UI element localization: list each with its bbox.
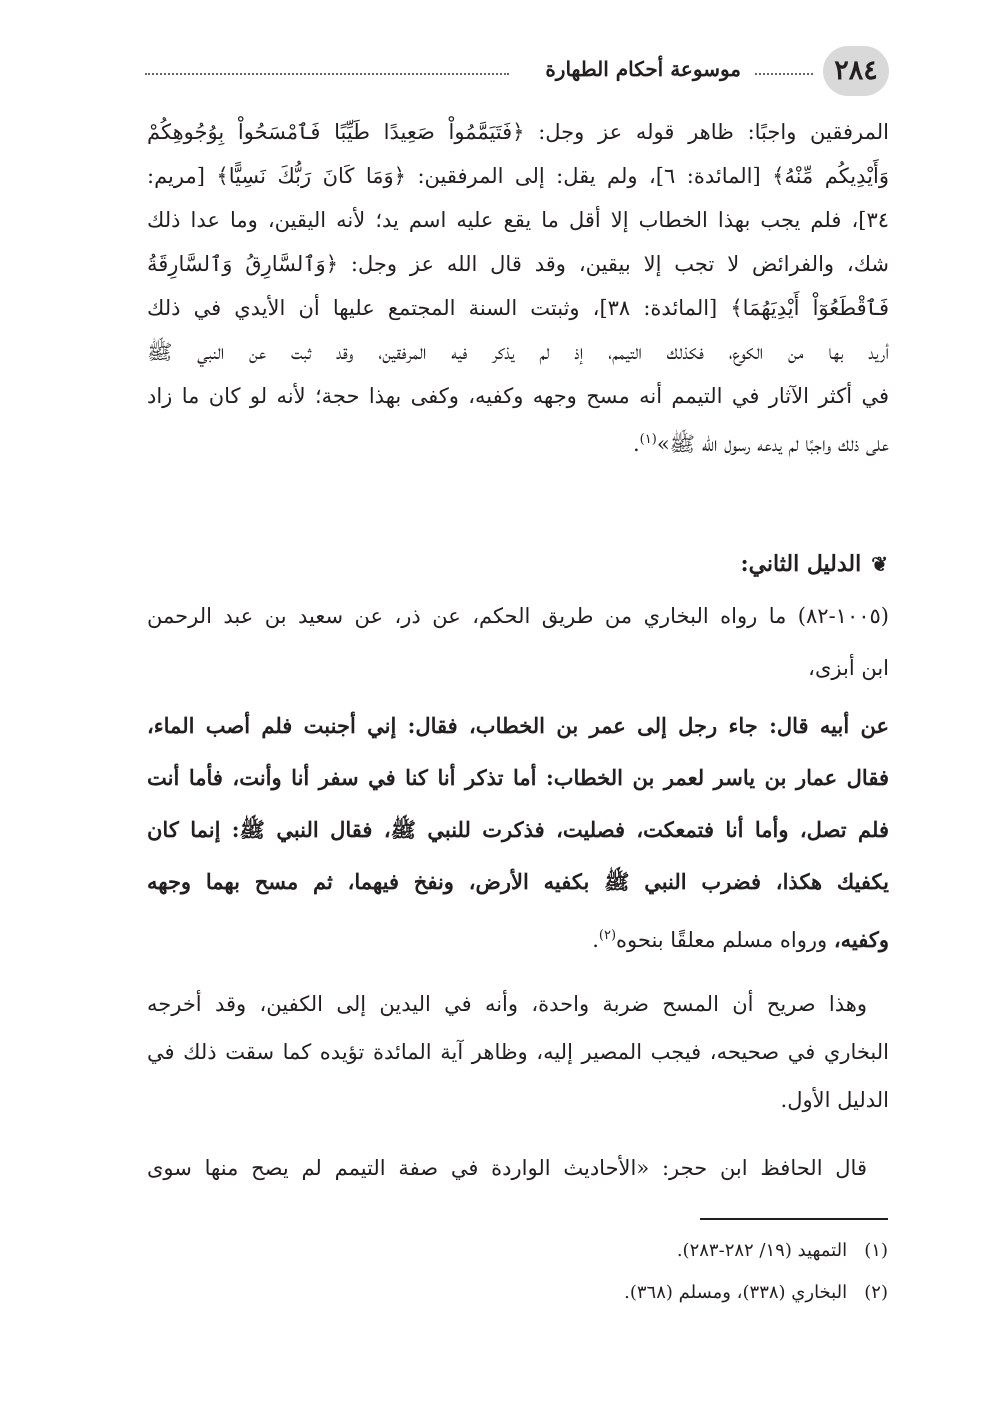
footnote-1 bbox=[677, 1236, 888, 1266]
section-heading bbox=[740, 544, 888, 584]
text-line: وَأَيْدِيكُم مِّنْهُ﴾ [المائدة: ٦]، ولم يقل: إلى المرفقين: ﴿وَمَا كَانَ رَبُّكَ نَسِيًّا﴾ [مريم: bbox=[147, 164, 889, 188]
text-line-last bbox=[147, 420, 889, 464]
text-line: البخاري في صحيحه، فيجب المصير إليه، وظاهر آية المائدة تؤيده كما سقت ذلك في bbox=[147, 1040, 889, 1064]
text-line: على ذلك واجبًا لم يدعه رسول الله ﷺ» bbox=[656, 432, 889, 456]
period: . bbox=[632, 432, 640, 456]
text-bold: وكفيه، bbox=[833, 927, 889, 952]
text-line: أريد بها من الكوع، فكذلك التيمم، إذ لم يذكر فيه المرفقين، وقد ثبت عن النبي ﷺ bbox=[147, 340, 889, 364]
footnote-number: (١) bbox=[864, 1240, 888, 1261]
text-line: شك، والفرائض لا تجب إلا بيقين، وقد قال الله عز وجل: ﴿وَٱلسَّارِقُ وَٱلسَّارِقَةُ bbox=[147, 252, 889, 276]
text-line: في أكثر الآثار في التيمم أنه مسح وجهه وكفيه، وكفى بهذا حجة؛ لأنه لو كان ما زاد bbox=[147, 384, 889, 408]
footnote-mark: (٢) bbox=[598, 928, 617, 943]
heading-text: الدليل الثاني: bbox=[740, 551, 862, 577]
text-line: فقال عمار بن ياسر لعمر بن الخطاب: أما تذكر أنا كنا في سفر أنا وأنت، فأما أنت bbox=[147, 765, 889, 790]
text-line: ٣٤]، فلم يجب بهذا الخطاب إلا أقل ما يقع عليه اسم يد؛ لأنه اليقين، وما عدا ذلك bbox=[147, 208, 889, 232]
footnote-text: البخاري (٣٣٨)، ومسلم (٣٦٨). bbox=[624, 1282, 848, 1303]
text-line: يكفيك هكذا، فضرب النبي ﷺ بكفيه الأرض، ونفخ فيهما، ثم مسح بهما وجهه bbox=[147, 869, 889, 894]
page-number: ٢٨٤ bbox=[823, 46, 889, 96]
footnote-rule bbox=[700, 1218, 888, 1220]
text-line-last bbox=[147, 916, 889, 960]
period: . bbox=[592, 928, 599, 952]
header-dots-right bbox=[755, 73, 813, 75]
text-line: قال الحافظ ابن حجر: «الأحاديث الواردة في صفة التيمم لم يصح منها سوى bbox=[147, 1156, 867, 1180]
text-line: وهذا صريح أن المسح ضربة واحدة، وأنه في اليدين إلى الكفين، وقد أخرجه bbox=[147, 992, 867, 1016]
text-plain: ورواه مسلم معلقًا بنحوه bbox=[616, 928, 828, 952]
footnote-2 bbox=[624, 1278, 888, 1308]
leaf-icon: ❦ bbox=[871, 552, 888, 576]
text-line: (١٠٠٥-٨٢) ما رواه البخاري من طريق الحكم، عن ذر، عن سعيد بن عبد الرحمن bbox=[147, 604, 889, 628]
footnote-number: (٢) bbox=[864, 1282, 888, 1303]
footnote-text: التمهيد (١٩/ ٢٨٢-٢٨٣). bbox=[676, 1240, 848, 1261]
text-line: فلم تصل، وأما أنا فتمعكت، فصليت، فذكرت للنبي ﷺ، فقال النبي ﷺ: إنما كان bbox=[147, 817, 889, 842]
footnote-mark: (١) bbox=[639, 432, 657, 447]
text-line: ابن أبزى، bbox=[808, 656, 889, 680]
header-title: موسوعة أحكام الطهارة bbox=[545, 57, 741, 81]
header-dots-left bbox=[145, 73, 509, 75]
running-header bbox=[145, 46, 889, 98]
text-line: فَٱقْطَعُوٓاْ أَيْدِيَهُمَا﴾ [المائدة: ٣٨]، وثبتت السنة المجتمع عليها أن الأيدي في ذلك bbox=[147, 296, 889, 320]
text-line: الدليل الأول. bbox=[780, 1088, 889, 1112]
text-line: المرفقين واجبًا: ظاهر قوله عز وجل: ﴿فَتَيَمَّمُواْ صَعِيدًا طَيِّبًا فَٱمْسَحُواْ بِوُجُوهِكُمْ bbox=[147, 120, 889, 144]
text-line: عن أبيه قال: جاء رجل إلى عمر بن الخطاب، فقال: إني أجنبت فلم أصب الماء، bbox=[147, 713, 889, 738]
